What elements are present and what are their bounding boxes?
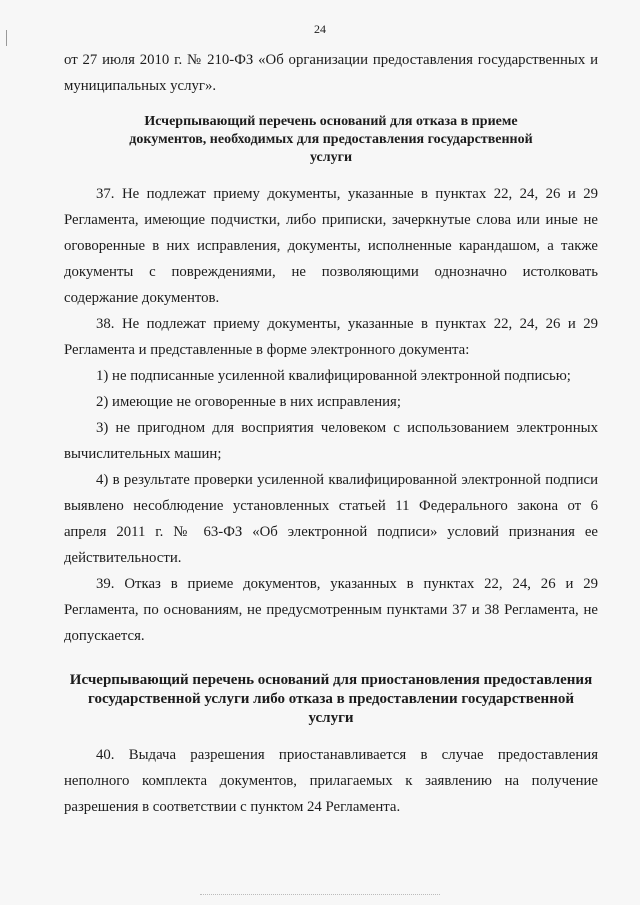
- section-heading-suspension: Исчерпывающий перечень оснований для приостановления предоставления государственной услуги либо отказа в предоставлении государственной услуги: [69, 672, 593, 726]
- list-item-2: 2) имеющие не оговоренные в них исправления;: [96, 394, 401, 410]
- paragraph-37: 37. Не подлежат приему документы, указанные в пунктах 22, 24, 26 и 29 Регламента, имеющие подчистки, либо приписки, зачеркнутые слова или иные не оговоренные в них исправления, документы, исполненные карандашом, а также документы с повреждениями, не позволяющими однозначно истолковать содержание документов.: [64, 186, 598, 306]
- paragraph-40: 40. Выдача разрешения приостанавливается в случае предоставления неполного комплекта документов, прилагаемых к заявлению на получение разрешения в соответствии с пунктом 24 Регламента.: [64, 747, 598, 815]
- list-item-1: 1) не подписанные усиленной квалифицированной электронной подписью;: [96, 368, 571, 384]
- section-heading-refusal-acceptance: Исчерпывающий перечень оснований для отказа в приеме документов, необходимых для предоставления государственной услуги: [129, 114, 533, 165]
- page-number: 24: [314, 22, 326, 36]
- paragraph-38: 38. Не подлежат приему документы, указанные в пунктах 22, 24, 26 и 29 Регламента и представленные в форме электронного документа:: [64, 316, 598, 358]
- paragraph-39: 39. Отказ в приеме документов, указанных в пунктах 22, 24, 26 и 29 Регламента, по основаниям, не предусмотренным пунктами 37 и 38 Регламента, не допускается.: [64, 576, 598, 644]
- scan-footer-dots: [200, 894, 440, 895]
- list-item-4: 4) в результате проверки усиленной квалифицированной электронной подписи выявлено несоблюдение установленных статьей 11 Федерального закона от 6 апреля 2011 г. № 63-ФЗ «Об электронной подписи» условий признания ее действительности.: [64, 472, 598, 566]
- intro-paragraph: от 27 июля 2010 г. № 210-ФЗ «Об организации предоставления государственных и муниципальных услуг».: [64, 52, 598, 94]
- document-body: [64, 47, 598, 820]
- list-item-3: 3) не пригодном для восприятия человеком с использованием электронных вычислительных машин;: [64, 420, 598, 462]
